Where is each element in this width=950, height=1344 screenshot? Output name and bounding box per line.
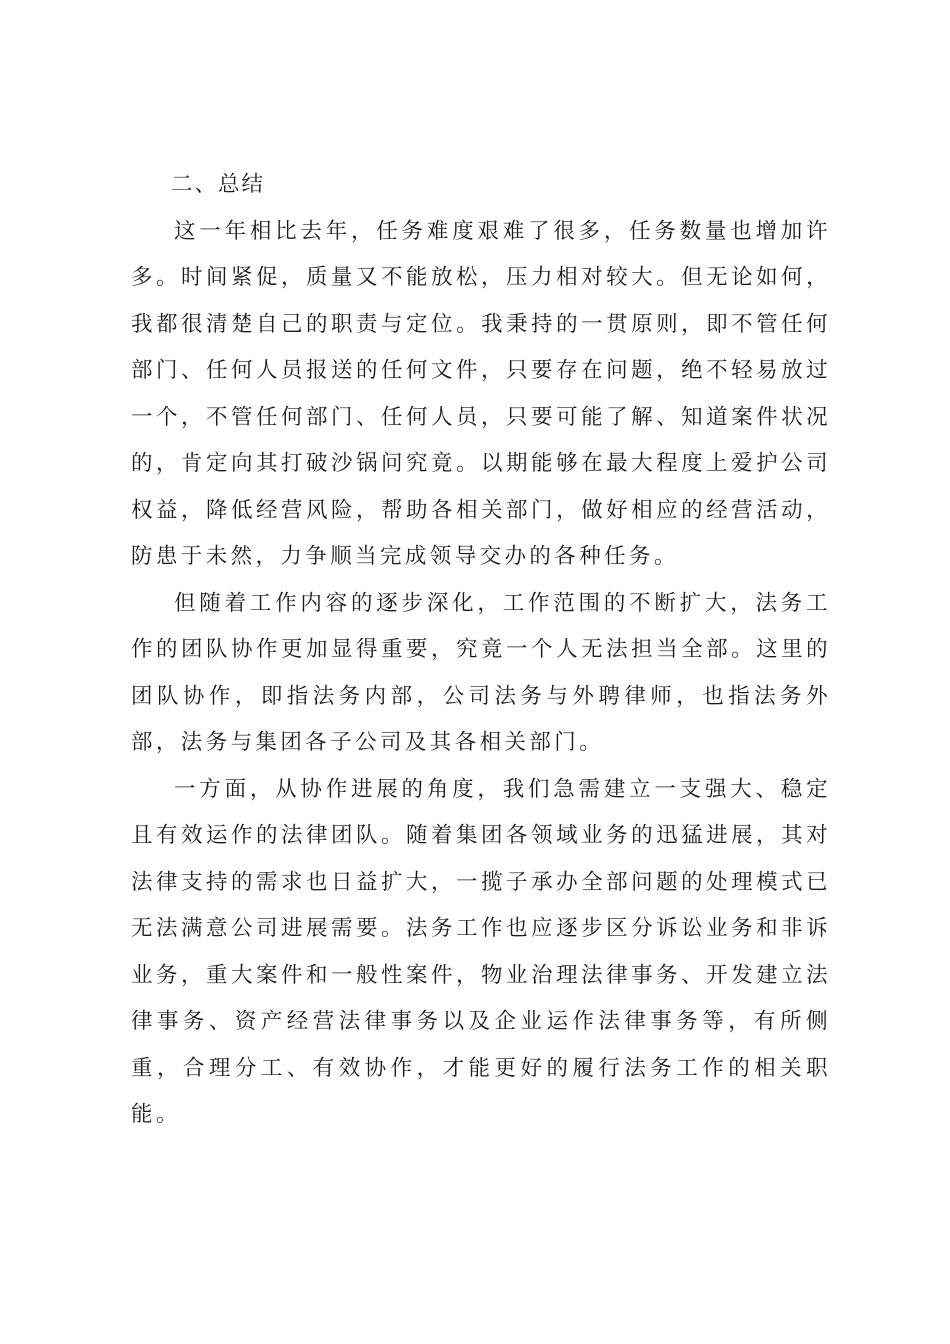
- paragraph-3: 一方面，从协作进展的角度，我们急需建立一支强大、稳定且有效运作的法律团队。随着集团各领域业务的迅猛进展，其对法律支持的需求也日益扩大，一揽子承办全部问题的处理模式已无法满意公司进展需要。法务工作也应逐步区分诉讼业务和非诉业务，重大案件和一般性案件，物业治理法律事务、开发建立法律事务、资产经营法律事务以及企业运作法律事务等，有所侧重，合理分工、有效协作，才能更好的履行法务工作的相关职能。: [131, 776, 831, 1127]
- paragraph-2: 但随着工作内容的逐步深化，工作范围的不断扩大，法务工作的团队协作更加显得重要，究竟一个人无法担当全部。这里的团队协作，即指法务内部，公司法务与外聘律师，也指法务外部，法务与集团各子公司及其各相关部门。: [131, 590, 831, 755]
- paragraph-1: 这一年相比去年，任务难度艰难了很多，任务数量也增加许多。时间紧促，质量又不能放松，压力相对较大。但无论如何，我都很清楚自己的职责与定位。我秉持的一贯原则，即不管任何部门、任何人员报送的任何文件，只要存在问题，绝不轻易放过一个，不管任何部门、任何人员，只要可能了解、知道案件状况的，肯定向其打破沙锅问究竟。以期能够在最大程度上爱护公司权益，降低经营风险，帮助各相关部门，做好相应的经营活动，防患于未然，力争顺当完成领导交办的各种任务。: [131, 218, 831, 569]
- document-body: [131, 162, 831, 1139]
- section-heading: 二、总结: [171, 172, 266, 197]
